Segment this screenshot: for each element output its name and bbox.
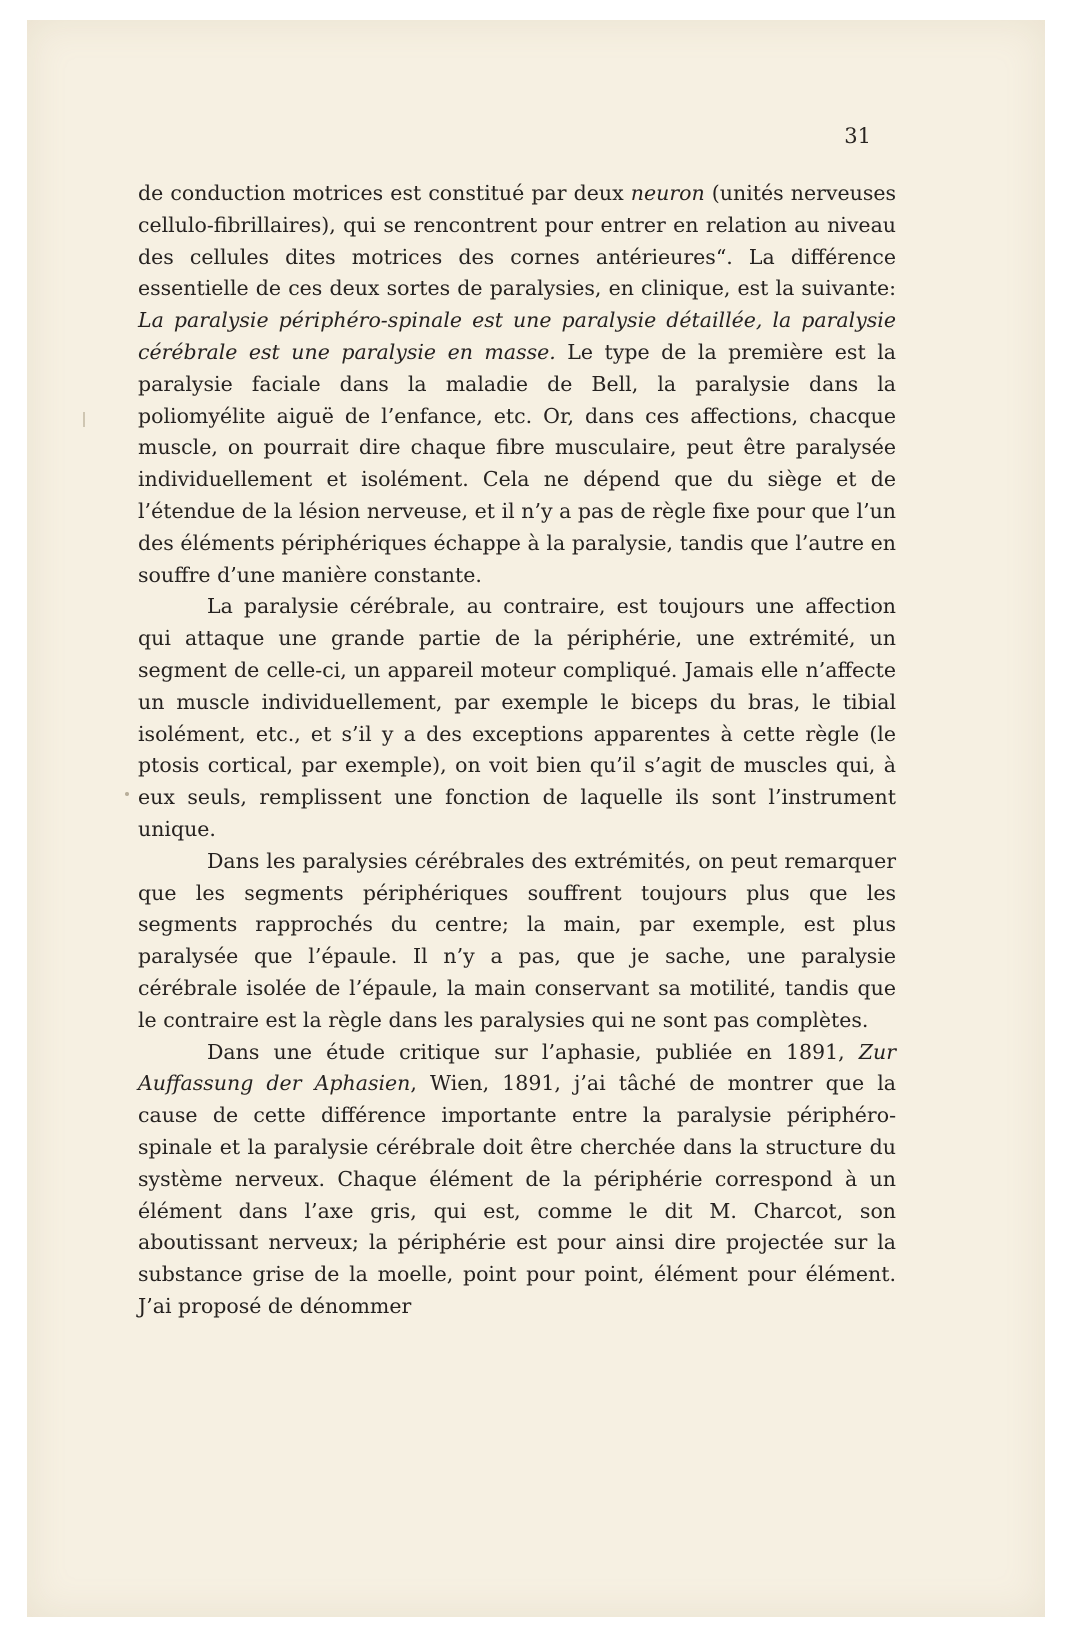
margin-mark [83,412,85,427]
margin-dot [125,792,129,796]
p1-italic-neuron: neuron [630,181,705,205]
book-page [27,20,1045,1617]
p4-text-c: , Wien, 1891, j’ai tâché de montrer que la cause de cette différence importante entre la paralysie périphéro-spinale et la paralysie cérébrale doit être cherchée dans la structure du système nerveux. Chaque élément de la périphérie correspond à un élément dans l’axe gris, qui est, comme le dit M. Charcot, son aboutissant nerveux; la périphérie est pour ainsi dire projectée sur la substance grise de la moelle, point pour point, élément pour élément. J’ai proposé de dénommer [138,1071,896,1318]
p4-italic-title: Zur Auffassung der Aphasien [138,1039,896,1096]
paragraph-1 [138,178,896,591]
p1-text-e: Le type de la première est la paralysie faciale dans la maladie de Bell, la paralysie dans la poliomyélite aiguë de l’enfance, etc. Or, dans ces affections, chacque muscle, on pourrait dire chaque fibre musculaire, peut être paralysée individuellement et isolément. Cela ne dépend que du siège et de l’étendue de la lésion nerveuse, et il n’y a pas de règle fixe pour que l’un des éléments périphériques échappe à la paralysie, tandis que l’autre en souffre d’une manière constante. [138,339,896,587]
body-text [138,178,896,1323]
paragraph-4 [138,1037,896,1323]
page-number: 31 [844,124,871,148]
p4-text-a: Dans une étude critique sur l’aphasie, publiée en 1891, [207,1039,859,1064]
paragraph-2: La paralysie cérébrale, au contraire, est toujours une affection qui attaque une grande partie de la périphérie, une extrémité, un segment de celle-ci, un appareil moteur compliqué. Jamais elle n’affecte un muscle individuellement, par exemple le biceps du bras, le tibial isolément, etc., et s’il y a des exceptions apparentes à cette règle (le ptosis cortical, par exemple), on voit bien qu’il s’agit de muscles qui, à eux seuls, remplissent une fonction de laquelle ils sont l’instrument unique. [138,594,896,841]
p1-italic-statement: La paralysie périphéro-spinale est une paralysie détaillée, la paralysie cérébrale est une paralysie en masse. [138,308,896,364]
paragraph-3: Dans les paralysies cérébrales des extrémités, on peut remarquer que les segments périphériques souffrent toujours plus que les segments rapprochés du centre; la main, par exemple, est plus paralysée que l’épaule. Il n’y a pas, que je sache, une paralysie cérébrale isolée de l’épaule, la main conservant sa motilité, tandis que le contraire est la règle dans les paralysies qui ne sont pas complètes. [138,848,896,1032]
p1-text-c: (unités nerveuses cellulo-fibrillaires), qui se rencontrent pour entrer en relation au niveau des cellules dites motrices des cornes antérieures“. La différence essentielle de ces deux sortes de paralysies, en clinique, est la suivante: [138,181,896,301]
p1-text-a: de conduction motrices est constitué par deux [138,181,631,205]
